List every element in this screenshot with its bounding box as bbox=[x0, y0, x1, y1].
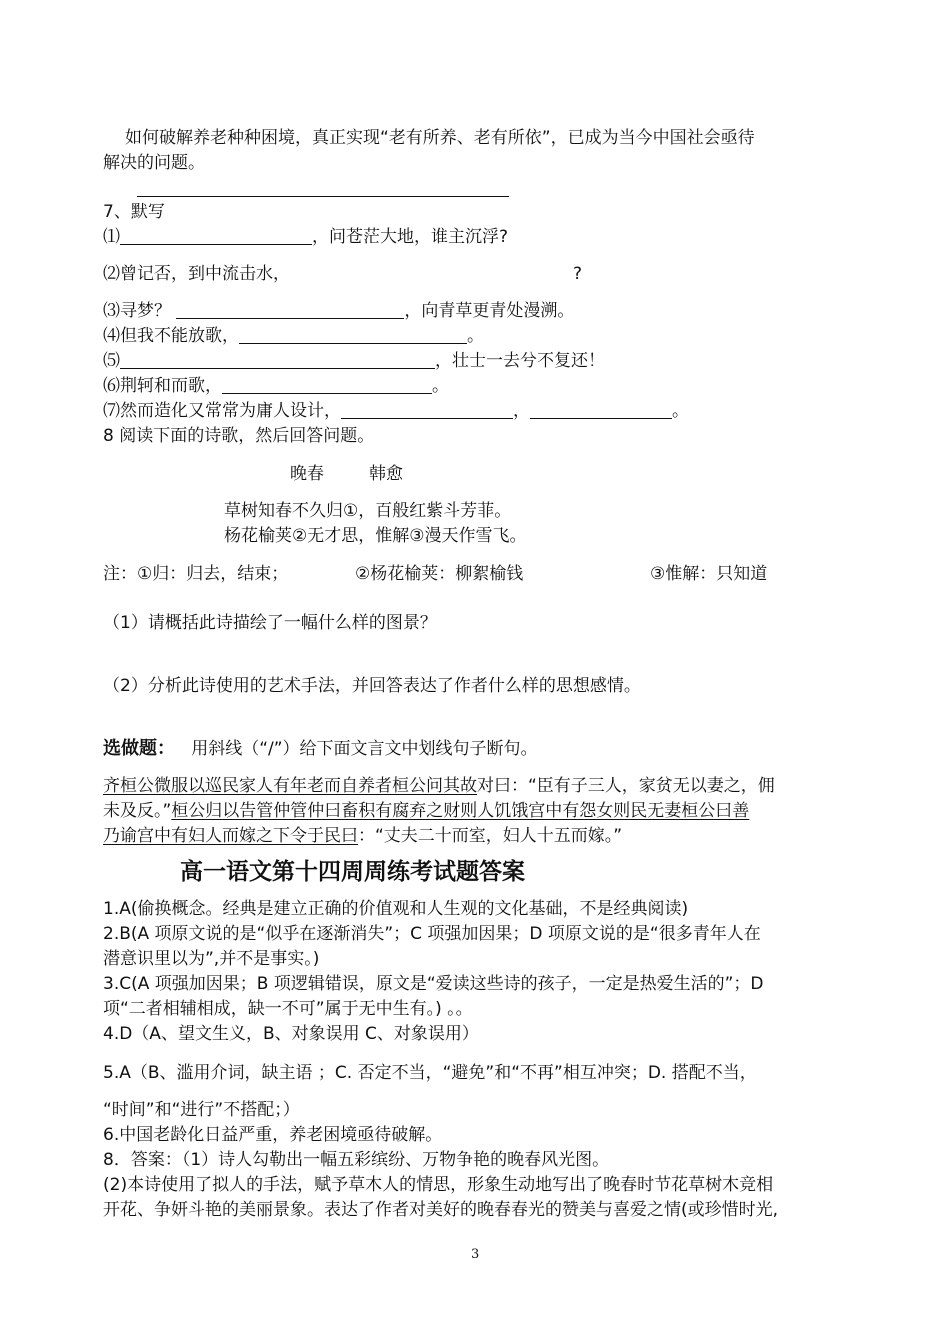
answer-8-line3: 开花、争妍斗艳的美丽景象。表达了作者对美好的晚春春光的赞美与喜爱之情(或珍惜时光, bbox=[103, 1200, 779, 1220]
fill-blank bbox=[176, 300, 404, 319]
optional-question bbox=[103, 738, 538, 760]
answer-1: 1.A(偷换概念。经典是建立正确的价值观和人生观的文化基础，不是经典阅读) bbox=[103, 899, 689, 919]
optional-label: 选做题： bbox=[103, 738, 175, 759]
poem-title: 晚春 bbox=[290, 464, 324, 484]
plain-text: 对曰：“臣有子三人，家贫无以妻之，佣 bbox=[477, 776, 775, 796]
item-text: 荆轲和而歌， bbox=[120, 376, 222, 396]
poem-line-1: 草树知春不久归①，百般红紫斗芳菲。 bbox=[224, 501, 512, 521]
item-number: ⑺ bbox=[103, 401, 120, 421]
answer-5-line2: “时间”和“进行”不搭配；） bbox=[103, 1100, 300, 1120]
q8-heading: 8 阅读下面的诗歌，然后回答问题。 bbox=[103, 426, 375, 446]
fill-blank bbox=[120, 226, 312, 245]
poem-author: 韩愈 bbox=[369, 464, 403, 484]
q7-item-7 bbox=[103, 400, 689, 422]
item-number: ⑹ bbox=[103, 376, 120, 396]
plain-text: 未及反。” bbox=[103, 801, 172, 821]
underlined-sentence: 齐桓公微服以巡民家人有年老而自养者桓公问其故 bbox=[103, 776, 477, 796]
optional-instruction: 用斜线（“/”）给下面文言文中划线句子断句。 bbox=[191, 739, 538, 759]
answer-4: 4.D（A、望文生义，B、对象误用 C、对象误用） bbox=[103, 1024, 479, 1044]
classical-text-line-1 bbox=[103, 775, 775, 797]
answer-2-line2: 潜意识里以为”,并不是事实。) bbox=[103, 949, 320, 969]
poem-note-1: 注：①归：归去，结束； bbox=[103, 564, 289, 584]
q8-subquestion-2: （2）分析此诗使用的艺术手法，并回答表达了作者什么样的思想感情。 bbox=[103, 676, 641, 696]
q7-item-5 bbox=[103, 350, 605, 372]
answer-8-line2: (2)本诗使用了拟人的手法，赋予草木人的情思，形象生动地写出了晚春时节花草树木竞相 bbox=[103, 1175, 774, 1195]
fill-blank bbox=[222, 375, 432, 394]
classical-text-line-2 bbox=[103, 800, 749, 822]
item-text-end: ，壮士一去兮不复还！ bbox=[435, 351, 605, 371]
item-text: 寻梦？ bbox=[120, 301, 171, 321]
item-number: ⑶ bbox=[103, 301, 120, 321]
item-text: 但我不能放歌， bbox=[120, 326, 239, 346]
item-text-end: ，向青草更青处漫溯。 bbox=[404, 301, 575, 321]
item-text: 曾记否，到中流击水， bbox=[120, 264, 290, 284]
q7-item-3 bbox=[103, 300, 574, 322]
item-number: ⑵ bbox=[103, 264, 120, 284]
item-text-end: ? bbox=[573, 264, 583, 284]
q6-answer-blank bbox=[137, 178, 509, 200]
page-number: 3 bbox=[471, 1247, 480, 1262]
item-text-end: 。 bbox=[672, 401, 689, 421]
q7-item-1 bbox=[103, 226, 508, 248]
poem-note-2: ②杨花榆荚：柳絮榆钱 bbox=[355, 564, 524, 584]
classical-text-line-3 bbox=[103, 825, 622, 847]
q7-item-6 bbox=[103, 375, 449, 397]
item-text-end: 。 bbox=[432, 376, 449, 396]
item-text: ，问苍茫大地，谁主沉浮? bbox=[312, 227, 509, 247]
item-number: ⑸ bbox=[103, 351, 120, 371]
answer-3-line1: 3.C(A 项强加因果；B 项逻辑错误，原文是“爱读这些诗的孩子，一定是热爱生活的”；D bbox=[103, 974, 764, 994]
item-number: ⑷ bbox=[103, 326, 120, 346]
underlined-sentence: 桓公归以告管仲管仲曰畜积有腐弃之财则人饥饿宫中有怨女则民无妻桓公曰善 bbox=[171, 801, 750, 821]
answer-5-line1: 5.A（B、滥用介词，缺主语 ；C. 否定不当，“避免”和“不再”相互冲突；D. 搭配不当， bbox=[103, 1063, 757, 1083]
fill-blank-b bbox=[530, 400, 672, 419]
q6-paragraph-line1: 如何破解养老种种困境，真正实现“老有所养、老有所依”，已成为当今中国社会亟待 bbox=[125, 128, 755, 148]
fill-blank-a bbox=[341, 400, 513, 419]
answer-2-line1: 2.B(A 项原文说的是“似乎在逐渐消失”；C 项强加因果；D 项原文说的是“很多青年人在 bbox=[103, 924, 761, 944]
poem-line-2: 杨花榆荚②无才思，惟解③漫天作雪飞。 bbox=[224, 526, 527, 546]
fill-blank bbox=[239, 325, 467, 344]
answer-3-line2: 项“二者相辅相成，缺一不可”属于无中生有。) 。。 bbox=[103, 999, 473, 1019]
item-text: 然而造化又常常为庸人设计， bbox=[120, 401, 341, 421]
answers-title: 高一语文第十四周周练考试题答案 bbox=[180, 859, 525, 885]
q7-item-2 bbox=[103, 263, 582, 285]
q8-subquestion-1: （1）请概括此诗描绘了一幅什么样的图景？ bbox=[103, 613, 437, 633]
item-number: ⑴ bbox=[103, 227, 120, 247]
item-separator: ， bbox=[513, 401, 530, 421]
q7-heading: 7、默写 bbox=[103, 202, 165, 222]
fill-blank bbox=[120, 350, 435, 369]
q7-item-4 bbox=[103, 325, 484, 347]
plain-text: ：“丈夫二十而室，妇人十五而嫁。” bbox=[358, 826, 623, 846]
poem-note-3: ③惟解：只知道 bbox=[650, 564, 768, 584]
answer-6: 6.中国老龄化日益严重，养老困境亟待破解。 bbox=[103, 1125, 443, 1145]
q6-paragraph-line2: 解决的问题。 bbox=[103, 153, 205, 173]
answer-8-line1: 8．答案：（1）诗人勾勒出一幅五彩缤纷、万物争艳的晚春风光图。 bbox=[103, 1150, 610, 1170]
item-text-end: 。 bbox=[467, 326, 484, 346]
underlined-sentence: 乃谕宫中有妇人而嫁之下令于民曰 bbox=[103, 826, 358, 846]
